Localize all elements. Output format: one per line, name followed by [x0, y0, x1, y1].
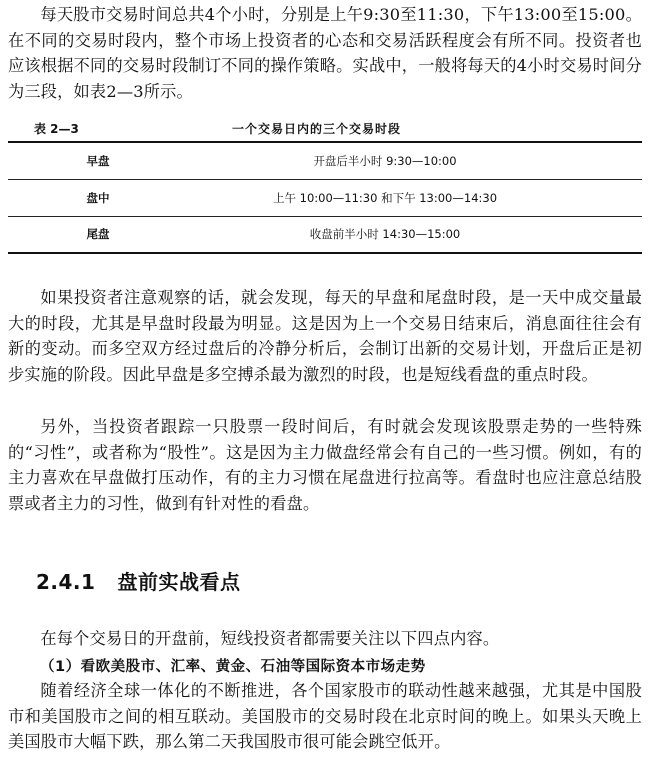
table-caption	[0, 120, 650, 140]
section-intro: 在每个交易日的开盘前，短线投资者都需要关注以下四点内容。	[40, 629, 500, 648]
section-title: 盘前实战看点	[117, 570, 241, 594]
subsection-body: 随着经济全球一体化的不断推进，各个国家股市的联动性越来越强，尤其是中国股市和美国股市之间的相互联动。美国股市的交易时段在北京时间的晚上。如果头天晚上美国股市大幅下跌，那么第二天我国股市很可能会跳空低开。	[8, 681, 642, 752]
session-label: 尾盘	[8, 216, 188, 253]
trading-sessions-table	[8, 141, 642, 254]
table-title: 一个交易日内的三个交易时段	[232, 122, 402, 136]
section-number: 2.4.1	[36, 570, 96, 594]
session-time: 上午 10:00—11:30 和下午 13:00—14:30	[188, 179, 642, 216]
intro-paragraph: 每天股市交易时间总共4个小时，分别是上午9:30至11:30，下午13:00至15:00。在不同的交易时段内，整个市场上投资者的心态和交易活跃程度会有所不同。投资者也应该根据不同的交易时段制订不同的操作策略。实战中，一般将每天的4小时交易时间分为三段，如表2—3所示。	[8, 5, 642, 101]
subsection-heading: （1）看欧美股市、汇率、黄金、石油等国际资本市场走势	[40, 659, 426, 675]
table-row	[8, 179, 642, 216]
table-row	[8, 216, 642, 253]
session-time: 收盘前半小时 14:30—15:00	[188, 216, 642, 253]
paragraph-stock-habits: 另外，当投资者跟踪一只股票一段时间后，有时就会发现该股票走势的一些特殊的“习性”，或者称为“股性”。这是因为主力做盘经常会有自己的一些习惯。例如，有的主力喜欢在早盘做打压动作，有的主力习惯在尾盘进行拉高等。看盘时也应注意总结股票或者主力的习性，做到有针对性的看盘。	[8, 417, 642, 513]
table-number: 表 2—3	[34, 122, 79, 136]
session-label: 盘中	[8, 179, 188, 216]
table-row	[8, 142, 642, 179]
session-label: 早盘	[8, 142, 188, 179]
session-time: 开盘后半小时 9:30—10:00	[188, 142, 642, 179]
section-heading	[36, 566, 240, 595]
paragraph-volume: 如果投资者注意观察的话，就会发现，每天的早盘和尾盘时段，是一天中成交量最大的时段，尤其是早盘时段最为明显。这是因为上一个交易日结束后，消息面往往会有新的变动。而多空双方经过盘后的冷静分析后，会制订出新的交易计划，开盘后正是初步实施的阶段。因此早盘是多空搏杀最为激烈的时段，也是短线看盘的重点时段。	[8, 288, 642, 384]
